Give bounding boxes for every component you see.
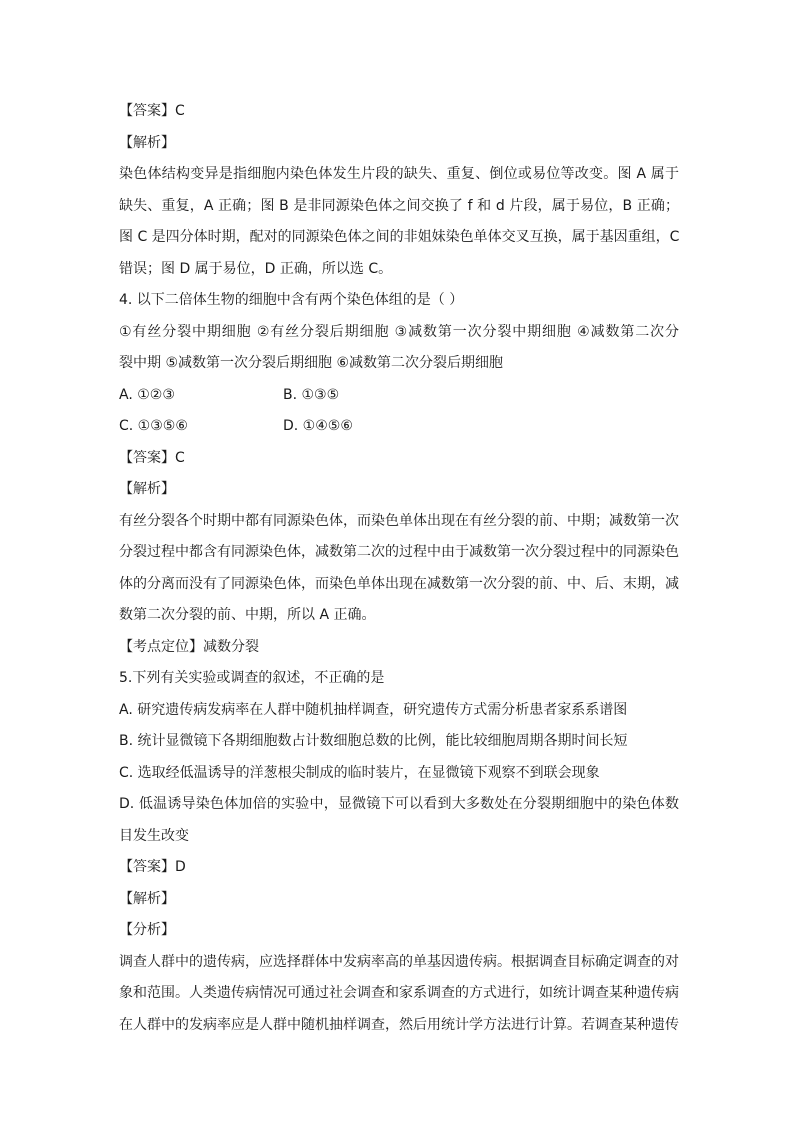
q4-analysis-line: 体的分离而没有了同源染色体，而染色单体出现在减数第一次分裂的前、中、后、末期，减 [119, 575, 679, 592]
q5-option-d-continued: 目发生改变 [119, 827, 189, 844]
q4-option-c: C. ①③⑤⑥ [119, 418, 188, 434]
q5-option-d: D. 低温诱导染色体加倍的实验中，显微镜下可以看到大多数处在分裂期细胞中的染色体数 [119, 796, 679, 812]
q4-analysis-heading: 【解析】 [119, 481, 175, 497]
q5-option-a: A. 研究遗传病发病率在人群中随机抽样调查，研究遗传方式需分析患者家系系谱图 [119, 701, 628, 718]
q5-stem: 5.下列有关实验或调查的叙述，不正确的是 [119, 670, 385, 686]
q4-choice-line: ①有丝分裂中期细胞 ②有丝分裂后期细胞 ③减数第一次分裂中期细胞 ④减数第二次分 [119, 323, 679, 340]
q3-analysis-heading: 【解析】 [119, 134, 175, 151]
q4-choice-line: 裂中期 ⑤减数第一次分裂后期细胞 ⑥减数第二次分裂后期细胞 [119, 355, 504, 371]
q4-analysis-line: 有丝分裂各个时期中都有同源染色体，而染色单体出现在有丝分裂的前、中期；减数第一次 [119, 512, 679, 529]
q3-analysis-line: 图 C 是四分体时期，配对的同源染色体之间的非姐妹染色单体交叉互换，属于基因重组，C [119, 229, 680, 245]
q5-sub-heading: 【分析】 [119, 922, 175, 938]
q3-answer: 【答案】C [119, 103, 185, 119]
q5-analysis-line: 调查人群中的遗传病，应选择群体中发病率高的单基因遗传病。根据调查目标确定调查的对 [119, 953, 679, 970]
q4-options-row [119, 380, 679, 412]
q5-analysis-line: 象和范围。人类遗传病情况可通过社会调查和家系调查的方式进行，如统计调查某种遗传病 [119, 985, 679, 1001]
q4-answer: 【答案】C [119, 449, 185, 466]
q4-analysis-line: 分裂过程中都含有同源染色体，减数第二次的过程中由于减数第一次分裂过程中的同源染色 [119, 544, 679, 560]
q4-stem: 4. 以下二倍体生物的细胞中含有两个染色体组的是（ ） [119, 292, 464, 308]
q5-analysis-line: 在人群中的发病率应是人群中随机抽样调查，然后用统计学方法进行计算。若调查某种遗传 [119, 1016, 679, 1033]
q3-analysis-line: 染色体结构变异是指细胞内染色体发生片段的缺失、重复、倒位或易位等改变。图 A 属于 [119, 166, 679, 182]
document-page [119, 96, 679, 1041]
q4-knowledge-point: 【考点定位】减数分裂 [119, 638, 259, 655]
q5-analysis-heading: 【解析】 [119, 890, 175, 907]
q5-option-c: C. 选取经低温诱导的洋葱根尖制成的临时装片，在显微镜下观察不到联会现象 [119, 764, 600, 781]
q5-option-b: B. 统计显微镜下各期细胞数占计数细胞总数的比例，能比较细胞周期各期时间长短 [119, 733, 628, 749]
q3-analysis-line: 错误；图 D 属于易位，D 正确，所以选 C。 [119, 260, 393, 277]
q4-analysis-line: 数第二次分裂的前、中期，所以 A 正确。 [119, 607, 376, 623]
q4-options-row [119, 411, 679, 443]
q4-option-a: A. ①②③ [119, 386, 175, 403]
q4-option-d: D. ①④⑤⑥ [283, 418, 353, 434]
q5-answer: 【答案】D [119, 859, 186, 875]
q4-option-b: B. ①③⑤ [283, 386, 340, 403]
q3-analysis-line: 缺失、重复，A 正确；图 B 是非同源染色体之间交换了 f 和 d 片段，属于易位，B 正确； [119, 197, 679, 214]
